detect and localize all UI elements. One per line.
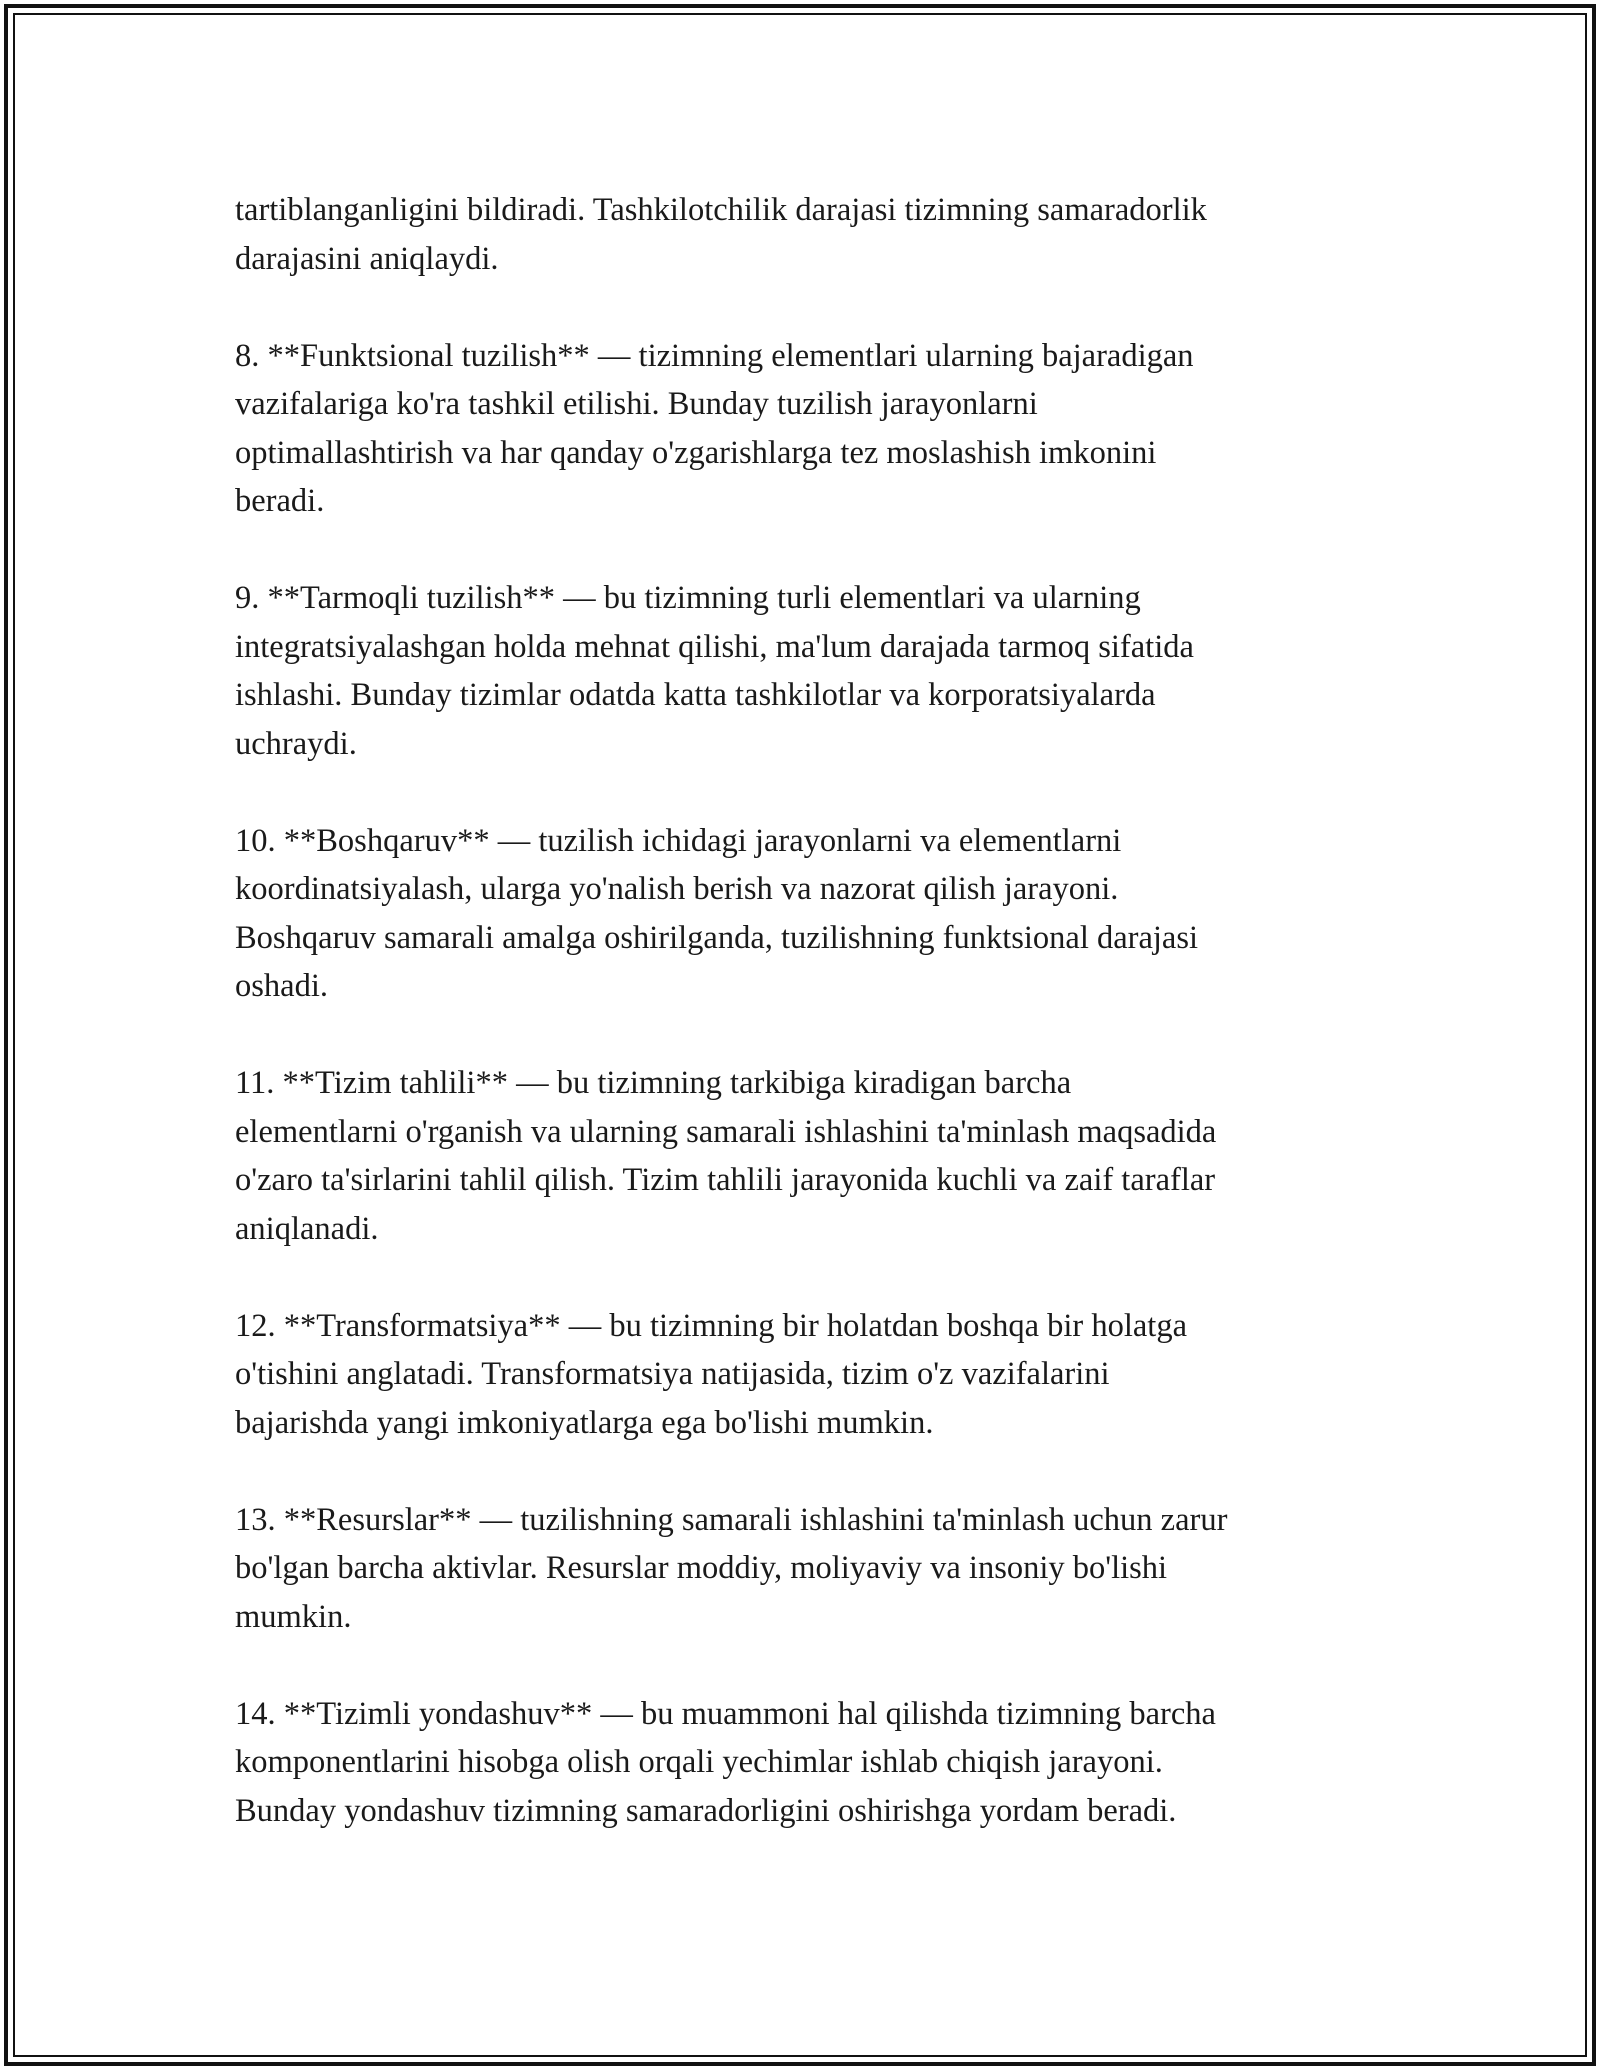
text-line: elementlarni o'rganish va ularning samarali ishlashini ta'minlash maqsadida (235, 1113, 1217, 1150)
text-line: 11. **Tizim tahlili** — bu tizimning tarkibiga kiradigan barcha (235, 1065, 1072, 1101)
text-line: 8. **Funktsional tuzilish** — tizimning elementlari ularning bajaradigan (235, 337, 1194, 374)
text-line: 13. **Resurslar** — tuzilishning samarali ishlashini ta'minlash uchun zarur (235, 1501, 1228, 1538)
document-body (235, 186, 1375, 1835)
text-line: o'zaro ta'sirlarini tahlil qilish. Tizim tahlili jarayonida kuchli va zaif taraflar (235, 1162, 1216, 1198)
text-line: Boshqaruv samarali amalga oshirilganda, tuzilishning funktsional darajasi (235, 919, 1199, 956)
text-line: oshadi. (235, 968, 328, 1004)
paragraph-item-12 (235, 1302, 1375, 1448)
text-line: o'tishini anglatadi. Transformatsiya natijasida, tizim o'z vazifalarini (235, 1356, 1110, 1392)
paragraph-item-9 (235, 574, 1375, 768)
text-line: vazifalariga ko'ra tashkil etilishi. Bunday tuzilish jarayonlarni (235, 386, 1038, 422)
paragraph-item-10 (235, 817, 1375, 1011)
text-line: tartiblanganligini bildiradi. Tashkilotchilik darajasi tizimning samaradorlik (235, 192, 1207, 228)
paragraph-continuation (235, 186, 1375, 283)
text-line: mumkin. (235, 1598, 352, 1635)
text-line: bajarishda yangi imkoniyatlarga ega bo'lishi mumkin. (235, 1404, 934, 1441)
text-line: 14. **Tizimli yondashuv** — bu muammoni hal qilishda tizimning barcha (235, 1695, 1216, 1732)
paragraph-item-8 (235, 332, 1375, 526)
text-line: komponentlarini hisobga olish orqali yechimlar ishlab chiqish jarayoni. (235, 1744, 1163, 1780)
text-line: 10. **Boshqaruv** — tuzilish ichidagi jarayonlarni va elementlarni (235, 822, 1122, 859)
text-line: optimallashtirish va har qanday o'zgarishlarga tez moslashish imkonini (235, 434, 1157, 471)
text-line: bo'lgan barcha aktivlar. Resurslar moddiy, moliyaviy va insoniy bo'lishi (235, 1550, 1168, 1586)
paragraph-item-14 (235, 1690, 1375, 1836)
paragraph-item-13 (235, 1496, 1375, 1642)
text-line: 9. **Tarmoqli tuzilish** — bu tizimning turli elementlari va ularning (235, 580, 1141, 616)
text-line: koordinatsiyalash, ularga yo'nalish berish va nazorat qilish jarayoni. (235, 871, 1119, 907)
text-line: aniqlanadi. (235, 1210, 379, 1247)
text-line: beradi. (235, 483, 325, 519)
text-line: darajasini aniqlaydi. (235, 240, 499, 277)
text-line: Bunday yondashuv tizimning samaradorligini oshirishga yordam beradi. (235, 1792, 1177, 1829)
text-line: 12. **Transformatsiya** — bu tizimning bir holatdan boshqa bir holatga (235, 1307, 1188, 1344)
text-line: integratsiyalashgan holda mehnat qilishi, ma'lum darajada tarmoq sifatida (235, 628, 1194, 665)
text-line: uchraydi. (235, 725, 357, 762)
paragraph-item-11 (235, 1059, 1375, 1253)
text-line: ishlashi. Bunday tizimlar odatda katta tashkilotlar va korporatsiyalarda (235, 677, 1156, 713)
